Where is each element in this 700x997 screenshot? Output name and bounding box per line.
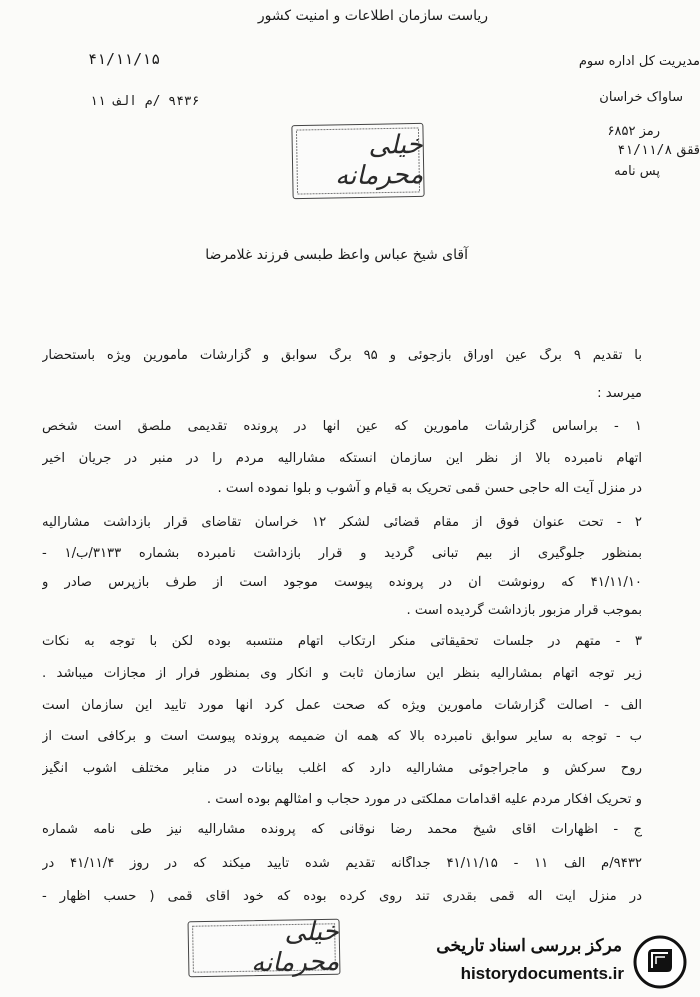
- body-line-9: بموجب قرار مزبور بازداشت گردیده است .: [406, 603, 642, 618]
- letter-type-line: پس نامه: [614, 164, 660, 179]
- classification-stamp-top: [291, 123, 424, 199]
- body-line-7: بمنظور جلوگیری از بیم تبانی گردید و قرار بازداشت نامبرده بشماره ۳۱۳۳/ب/۱ -: [42, 546, 642, 561]
- body-line-2: میرسد :: [597, 386, 642, 401]
- subject-line: آقای شیخ عباس واعظ طبسی فرزند غلامرضا: [205, 247, 468, 263]
- letter-date: ۴۱/۱۱/۱۵: [88, 50, 161, 68]
- body-line-15: و تحریک افکار مردم علیه اقدامات مملکتی در مورد حجاب و امثالهم بوده است .: [206, 792, 642, 807]
- header-date-prefix: ققق: [676, 143, 700, 158]
- body-line-16: ج - اظهارات آقای شیخ محمد رضا نوقانی که پرونده مشارالیه نیز طی نامه شماره: [42, 822, 642, 837]
- classification-stamp-bottom: [188, 916, 341, 979]
- body-line-18: در منزل آیت اله قمی بقدری تند روی کرده بوده که خود آقای قمی ( حسب اظهار -: [42, 889, 642, 904]
- archive-watermark: [400, 930, 700, 997]
- body-line-6: ۲ - تحت عنوان فوق از مقام قضائی لشکر ۱۲ خراسان تقاضای قرار بازداشت مشارالیه: [42, 515, 642, 530]
- body-line-3: ۱ - براساس گزارشات مأمورین که عین آنها در پرونده تقدیمی ملصق است شخص: [42, 419, 642, 434]
- body-line-1: با تقدیم ۹ برگ عین اوراق بازجوئی و ۹۵ برگ سوابق و گزارشات مأمورین ویژه باستحضار: [42, 348, 642, 363]
- body-line-10: ۳ - متهم در جلسات تحقیقاتی منکر ارتکاب اتهام منتسبه بوده لکن با توجه به نکات: [42, 634, 642, 649]
- header-date: ۴۱/۱۱/۸: [617, 143, 673, 158]
- stamp-bottom-text: خیلی محرمانه: [250, 916, 340, 979]
- watermark-url: historydocuments.ir: [460, 964, 624, 983]
- archive-logo-icon: [632, 934, 688, 990]
- body-line-5: در منزل آیت اله حاجی حسن قمی تحریک به قیام و آشوب و بلوا نموده است .: [217, 481, 642, 496]
- body-line-14: روح سرکش و ماجراجوئی مشارالیه دارد که اغلب بیانات در منابر مختلف آشوب انگیز: [42, 761, 642, 776]
- code-line: رمز ۶۸۵۲: [607, 124, 660, 139]
- body-line-12: الف - اصالت گزارشات مأمورین ویژه که صحت عمل کرد آنها مورد تأیید این سازمان است: [42, 698, 642, 713]
- body-line-13: ب - توجه به سایر سوابق نامبرده بالا که همه آن ضمیمه پرونده پیوست است و برکافی است از: [42, 729, 642, 744]
- branch-line: ساواک خراسان: [599, 90, 683, 105]
- body-line-4: اتهام نامبرده بالا از نظر این سازمان آنستکه مشارالیه مردم را در منبر در جریان اخیر: [42, 451, 642, 466]
- stamp-top-text: خیلی محرمانه: [334, 129, 424, 192]
- letter-reference: ۹۴۳۶ /م الف ۱۱: [90, 94, 200, 109]
- body-line-8: ۴۱/۱۱/۱۰ که رونوشت آن در پرونده پیوست موجود است از طرف بازپرس صادر و: [42, 575, 642, 590]
- body-line-11: زیر توجه اتهام بمشارالیه بنظر این سازمان ثابت و انکار وی بمنظور فرار از مجازات میباشد .: [42, 666, 642, 681]
- department-line: مدیریت کل اداره سوم: [578, 54, 700, 69]
- body-line-17: ۹۴۳۲/م الف ۱۱ - ۴۱/۱۱/۱۵ جداگانه تقدیم شده تأیید میکند که در روز ۴۱/۱۱/۴ در: [42, 856, 642, 871]
- header-date-line: [617, 143, 700, 158]
- org-title: ریاست سازمان اطلاعات و امنیت کشور: [257, 8, 488, 24]
- watermark-title: مرکز بررسی اسناد تاریخی: [436, 936, 622, 955]
